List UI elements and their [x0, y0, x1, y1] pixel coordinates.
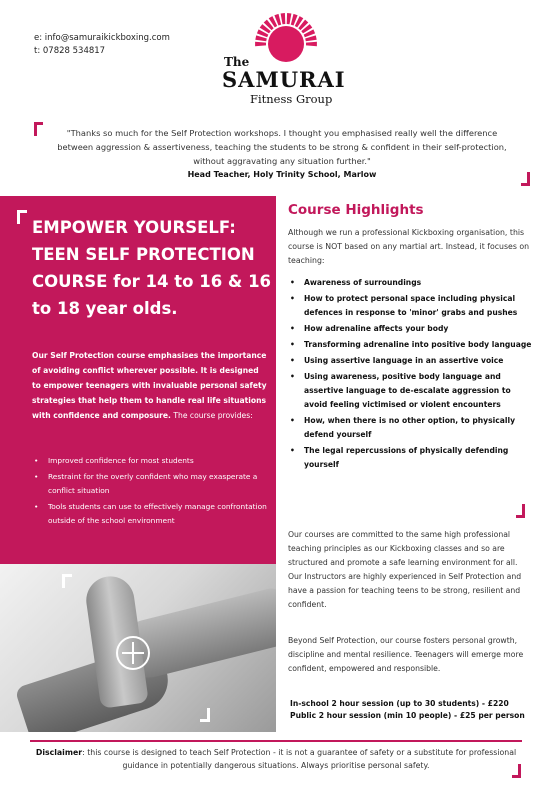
testimonial-author: Head Teacher, Holy Trinity School, Marlow [187, 170, 377, 179]
disclaimer-text: : this course is designed to teach Self Protection - it is not a guarantee of safety or a substitute for professional guidance in potentially dangerous situations. Always prioritise personal safety. [82, 748, 517, 770]
headline-ages: for 14 to 16 & 16 to 18 year olds. [32, 272, 272, 318]
sun-ray-icon [306, 42, 317, 46]
bracket-corner-icon [200, 708, 210, 722]
logo-the: The [224, 55, 250, 69]
list-item: • How, when there is no other option, to physically defend yourself [288, 414, 532, 442]
bracket-corner-icon [512, 764, 521, 778]
bracket-corner-icon [521, 172, 530, 186]
logo-wordmark: SAMURAI [222, 67, 346, 92]
bracket-corner-icon [17, 210, 27, 224]
course-highlights [288, 202, 532, 474]
list-item: • How to protect personal space including physical defences in response to 'minor' grabs and pushes [288, 292, 532, 320]
sun-ray-icon [287, 13, 292, 24]
contact-info [34, 32, 170, 58]
list-item: • The legal repercussions of physically defending yourself [288, 444, 532, 472]
course-intro-panel [0, 196, 276, 564]
benefits-list [32, 454, 268, 530]
list-item: • Using assertive language in an assertive voice [288, 354, 532, 368]
list-item: • Tools students can use to effectively manage confrontation outside of the school environment [32, 500, 268, 528]
list-item: • Awareness of surroundings [288, 276, 532, 290]
disclaimer-label: Disclaimer [35, 748, 83, 757]
highlights-intro: Although we run a professional Kickboxing organisation, this course is NOT based on any martial art. Instead, it focuses on teaching: [288, 228, 530, 265]
contact-phone[interactable]: t: 07828 534817 [34, 46, 106, 56]
disclaimer [30, 746, 522, 772]
divider [30, 740, 522, 742]
testimonial-text: "Thanks so much for the Self Protection workshops. I thought you emphasised really well the difference between aggression & assertiveness, teaching the students to be strong & confident in their self-protection, without aggravating any situation further." [57, 128, 507, 166]
intro-normal: The course provides: [170, 411, 253, 420]
course-intro [32, 348, 268, 423]
list-item: • Using awareness, positive body language and assertive language to de-escalate aggression to avoid feeling victimised or violent encounters [288, 370, 532, 412]
list-item: • Transforming adrenaline into positive body language [288, 338, 532, 352]
course-headline [32, 214, 272, 322]
highlights-title: Course Highlights [288, 202, 424, 218]
crosshair-icon [132, 642, 134, 664]
list-item: • Improved confidence for most students [32, 454, 268, 468]
list-item: • How adrenaline affects your body [288, 322, 532, 336]
personal-growth: Beyond Self Protection, our course fosters personal growth, discipline and mental resilience. Teenagers will emerge more confident, empowered and responsible. [288, 636, 524, 673]
teaching-principles: Our courses are committed to the same high professional teaching principles as our Kickboxing classes and so are structured and promote a safe learning environment for all. Our Instructors are highly experienced in Self Protection and have a passion for teaching teens to be strong, resilient and confident. [288, 530, 522, 609]
pricing [290, 698, 540, 722]
testimonial [34, 122, 530, 186]
price-public: Public 2 hour session (min 10 people) - £25 per person [290, 711, 525, 720]
sun-ray-icon [281, 13, 286, 24]
price-in-school: In-school 2 hour session (up to 30 students) - £220 [290, 699, 509, 708]
samurai-logo [218, 12, 348, 112]
list-item: • Restraint for the overly confident who may exasperate a conflict situation [32, 470, 268, 498]
bracket-corner-icon [34, 122, 43, 136]
intro-bold: Our Self Protection course emphasises the importance of avoiding conflict wherever possible. It is designed to empower teenagers with invaluable personal safety strategies that help them to handle real life situations with confidence and composure. [32, 351, 267, 420]
bracket-corner-icon [62, 574, 72, 588]
hands-blocking-photo [0, 564, 276, 732]
logo-subtitle: Fitness Group [250, 92, 333, 106]
bracket-corner-icon [516, 504, 525, 518]
sun-ray-icon [255, 42, 266, 46]
highlights-list [288, 276, 532, 472]
contact-email[interactable]: e: info@samuraikickboxing.com [34, 33, 170, 43]
headline-title: EMPOWER YOURSELF: TEEN SELF PROTECTION COURSE [32, 218, 255, 291]
